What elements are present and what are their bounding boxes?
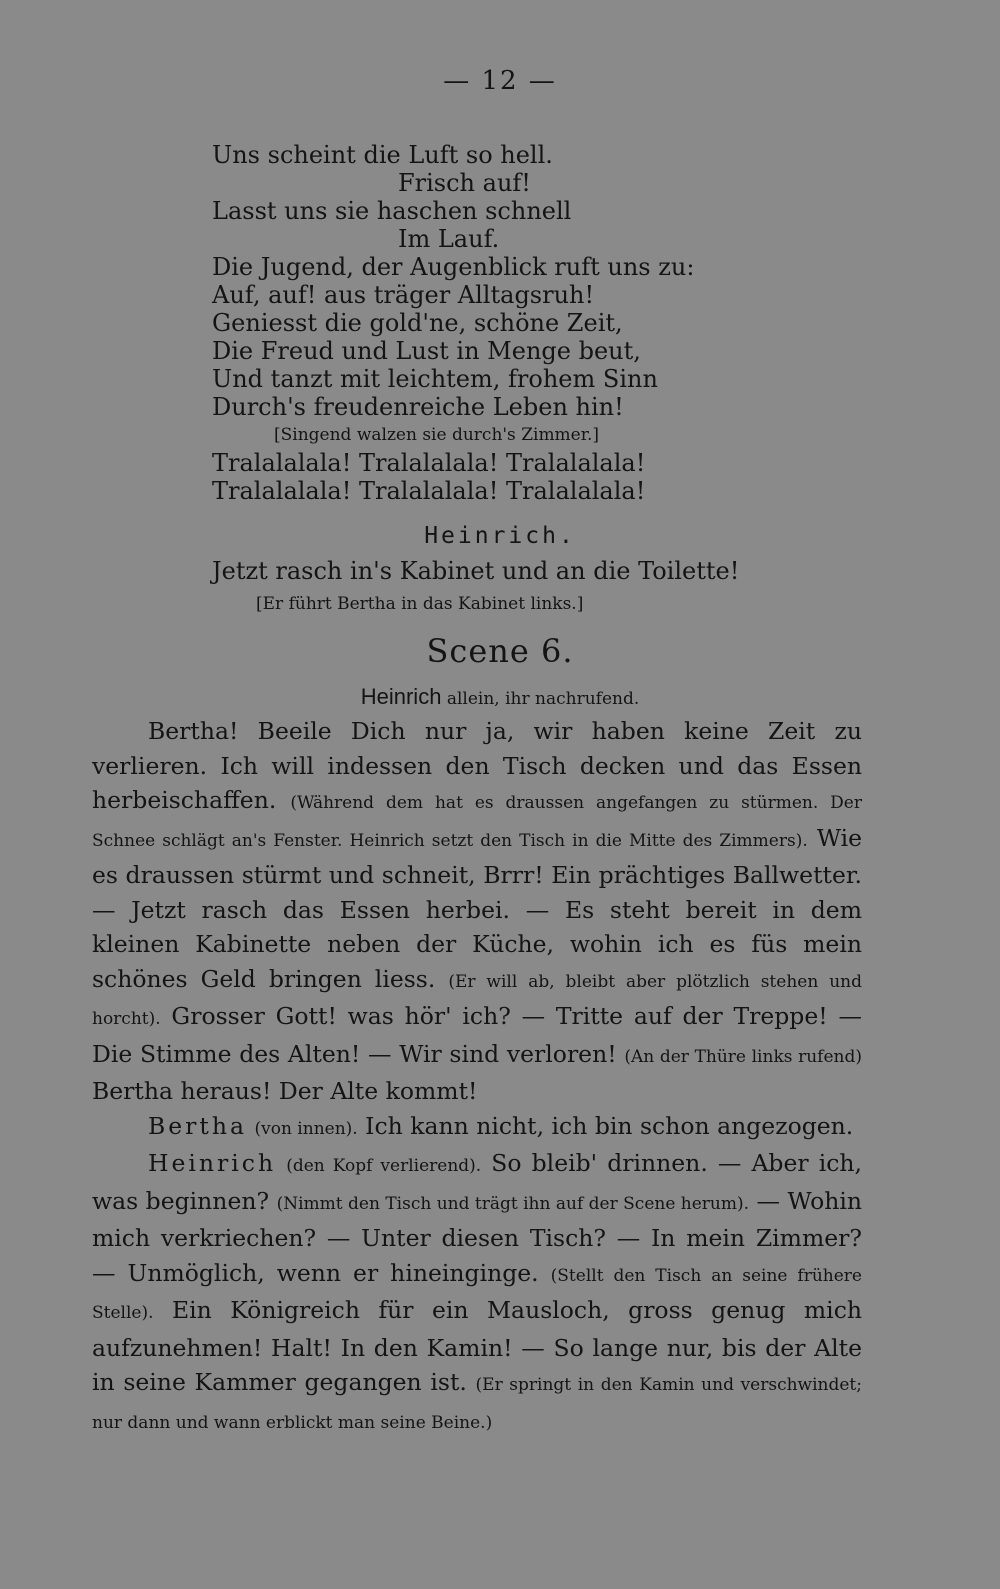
stage-direction: (den Kopf verlierend). [286, 1156, 482, 1176]
paragraph-heinrich-1 [92, 714, 862, 1109]
stage-direction: (Er will ab, bleibt aber plötzlich stehen und horcht). [92, 971, 862, 1029]
dialogue-text: Ich kann nicht, ich bin schon angezogen. [357, 1111, 854, 1140]
heinrich-stage-direction: [Er führt Bertha in das Kabinet links.] [256, 594, 584, 614]
stage-direction: (Während dem hat es draussen angefangen zu stürmen. Der Schnee schlägt an's Fenster. Heinrich setzt den Tisch in die Mitte des Zimmers). [92, 793, 862, 851]
song-line: Auf, auf! aus träger Alltagsruh! [212, 281, 595, 309]
dialogue-text: Grosser Gott! was hör' ich? — Tritte auf der Treppe! — Die Stimme des Alten! — Wir sind verloren! [92, 1002, 862, 1068]
song-verse [212, 141, 852, 505]
speaker-heinrich: Heinrich. [424, 523, 576, 549]
scene-title: Scene 6. [426, 632, 574, 670]
speaker-name: Heinrich [148, 1149, 277, 1177]
song-line: Die Freud und Lust in Menge beut, [212, 337, 641, 365]
speaker-name: Bertha [148, 1111, 247, 1140]
paragraph-heinrich-2 [92, 1146, 862, 1440]
song-lines [212, 141, 852, 421]
song-line: Im Lauf. [398, 225, 500, 253]
song-line: Die Jugend, der Augenblick ruft uns zu: [212, 253, 695, 281]
scene-speaker: Heinrich [360, 684, 442, 709]
song-stage-direction: [Singend walzen sie durch's Zimmer.] [274, 425, 600, 445]
song-line: Und tanzt mit leichtem, frohem Sinn [212, 365, 658, 393]
song-line: Lasst uns sie haschen schnell [212, 197, 572, 225]
paragraph-bertha [92, 1109, 862, 1147]
dialogue-text: Bertha heraus! Der Alte kommt! [92, 1077, 478, 1105]
tralala-line-2: Tralalalala! Tralalalala! Tralalalala! [212, 477, 646, 505]
stage-direction: (Nimmt den Tisch und trägt ihn auf der Scene herum). [276, 1193, 750, 1214]
heinrich-line: Jetzt rasch in's Kabinet und an die Toilette! [212, 557, 740, 585]
stage-direction: (von innen). [254, 1118, 358, 1139]
tralala-line-1: Tralalalala! Tralalalala! Tralalalala! [212, 449, 646, 477]
page-number: — 12 — [443, 66, 557, 96]
dialogue-text: Ein Königreich für ein Mausloch, gross genug mich aufzunehmen! Halt! In den Kamin! — So lange nur, bis der Alte in seine Kammer gegangen ist. [92, 1296, 862, 1396]
dialogue-text: So bleib' drinnen. — Aber ich, was beginnen? [92, 1149, 862, 1215]
song-line: Geniesst die gold'ne, schöne Zeit, [212, 309, 623, 337]
scene-speaker-direction: allein, ihr nachrufend. [446, 689, 640, 709]
dialogue-text: Bertha! Beeile Dich nur ja, wir haben keine Zeit zu verlieren. Ich will indessen den Tisch decken und das Essen herbeischaffen. [92, 717, 862, 814]
song-line: Durch's freudenreiche Leben hin! [212, 393, 624, 421]
song-line: Frisch auf! [398, 169, 531, 197]
stage-direction: (An der Thüre links rufend) [624, 1046, 862, 1067]
stage-direction: (Er springt in den Kamin und verschwindet; nur dann und wann erblickt man seine Beine.) [92, 1375, 862, 1433]
dialogue-body [92, 714, 862, 1440]
stage-direction: (Stellt den Tisch an seine frühere Stelle). [92, 1265, 862, 1323]
dialogue-text: Wie es draussen stürmt und schneit, Brrr! Ein prächtiges Ballwetter. — Jetzt rasch das Essen herbei. — Es steht bereit in dem kleinen Kabinette neben der Küche, wohin ich es füs mein schönes Geld bringen liess. [92, 823, 862, 993]
scene-subtitle [0, 684, 1000, 710]
dialogue-text: — Wohin mich verkriechen? — Unter diesen Tisch? — In mein Zimmer? — Unmöglich, wenn er hineinginge. [92, 1186, 863, 1287]
song-line: Uns scheint die Luft so hell. [212, 141, 553, 169]
